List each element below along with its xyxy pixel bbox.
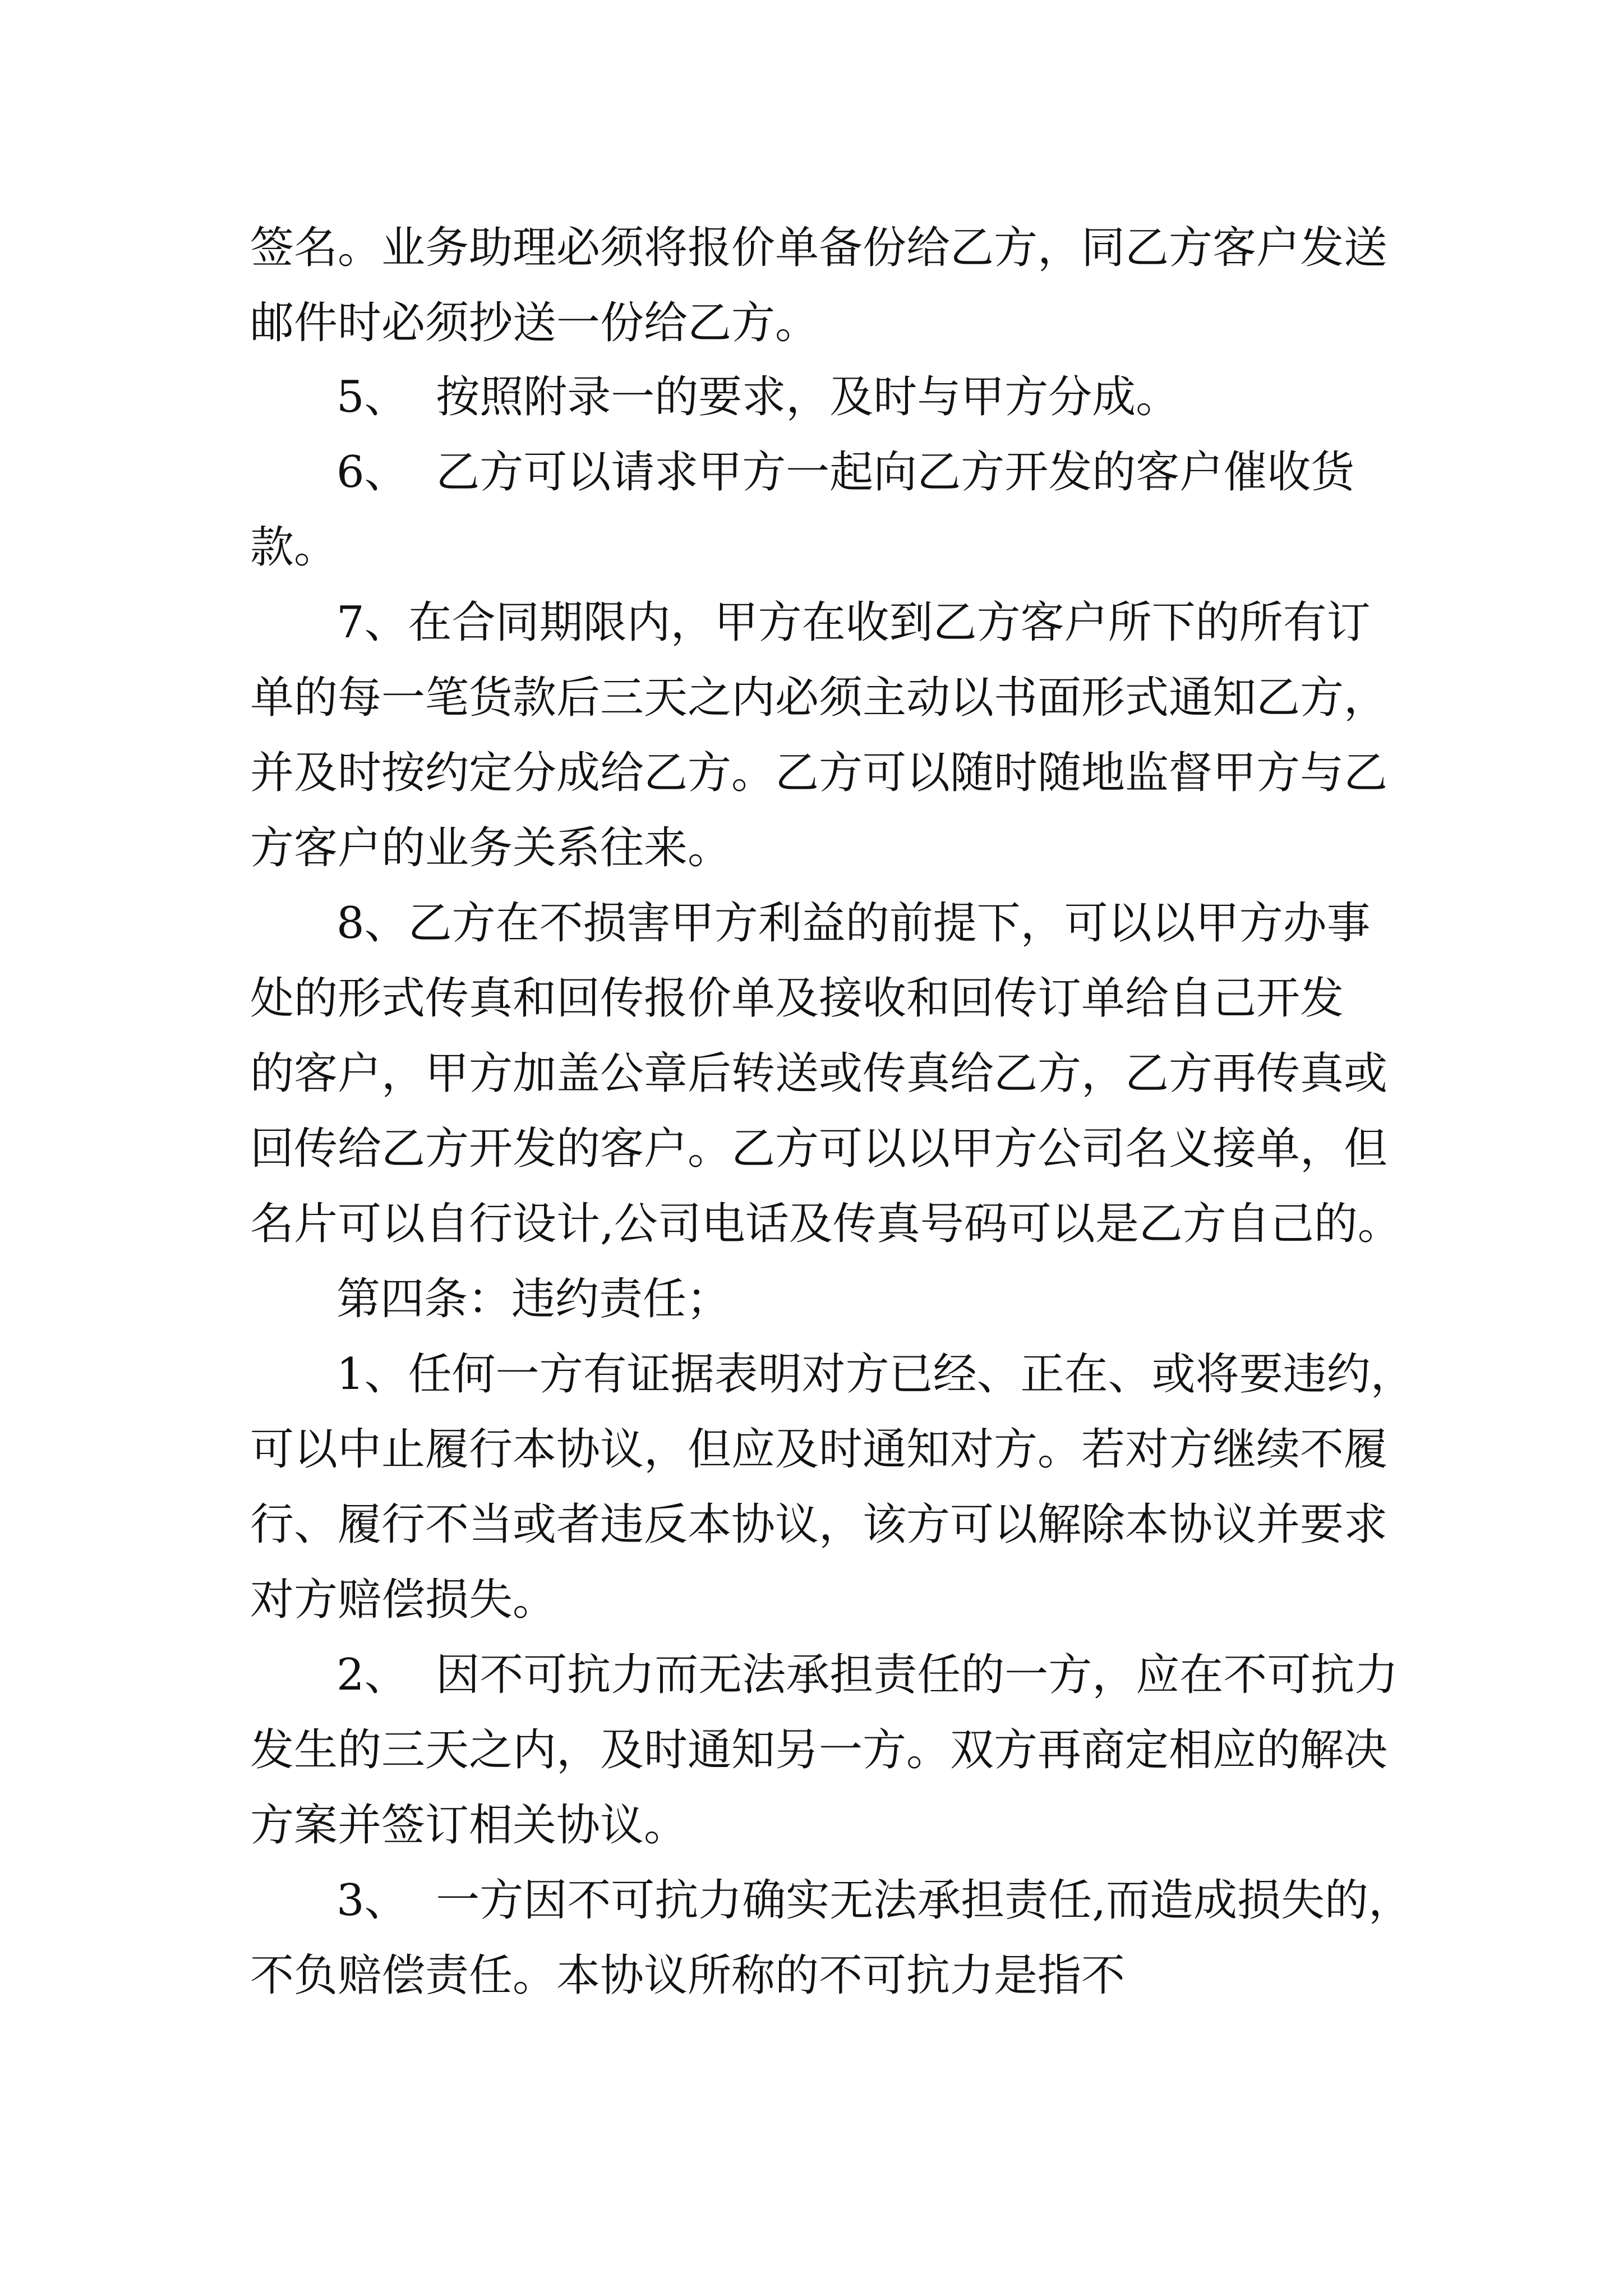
text-line: 不负赔偿责任。本协议所称的不可抗力是指不 xyxy=(250,1950,1126,2001)
text-line: 3、 一方因不可抗力确实无法承担责任,而造成损失的， xyxy=(336,1875,1413,1926)
text-line: 回传给乙方开发的客户。乙方可以以甲方公司名义接单，但 xyxy=(250,1124,1388,1174)
text-line: 8、乙方在不损害甲方利益的前提下，可以以甲方办事 xyxy=(336,898,1371,949)
text-line: 方客户的业务关系往来。 xyxy=(250,823,732,873)
text-line: 7、在合同期限内，甲方在收到乙方客户所下的所有订 xyxy=(336,597,1371,648)
text-line: 邮件时必须抄送一份给乙方。 xyxy=(250,298,819,348)
text-line: 1、任何一方有证据表明对方已经、正在、或将要违约， xyxy=(336,1349,1414,1400)
text-line: 单的每一笔货款后三天之内必须主动以书面形式通知乙方， xyxy=(250,673,1388,723)
section-heading: 第四条：违约责任； xyxy=(336,1274,731,1324)
text-line: 6、 乙方可以请求甲方一起向乙方开发的客户催收货 xyxy=(336,447,1355,498)
text-line: 行、履行不当或者违反本协议，该方可以解除本协议并要求 xyxy=(250,1499,1388,1550)
text-line: 名片可以自行设计,公司电话及传真号码可以是乙方自己的。 xyxy=(250,1199,1401,1249)
text-line: 并及时按约定分成给乙方。乙方可以随时随地监督甲方与乙 xyxy=(250,748,1388,798)
text-line: 的客户，甲方加盖公章后转送或传真给乙方，乙方再传真或 xyxy=(250,1048,1388,1099)
text-line: 发生的三天之内，及时通知另一方。双方再商定相应的解决 xyxy=(250,1725,1388,1775)
text-line: 处的形式传真和回传报价单及接收和回传订单给自己开发 xyxy=(250,973,1344,1024)
text-line: 款。 xyxy=(250,522,338,573)
text-line: 签名。业务助理必须将报价单备份给乙方，同乙方客户发送 xyxy=(250,223,1388,273)
text-line: 对方赔偿损失。 xyxy=(250,1575,557,1625)
text-line: 2、 因不可抗力而无法承担责任的一方，应在不可抗力 xyxy=(336,1650,1399,1700)
text-line: 方案并签订相关协议。 xyxy=(250,1800,688,1851)
text-line: 可以中止履行本协议，但应及时通知对方。若对方继续不履 xyxy=(250,1424,1388,1475)
text-line: 5、 按照附录一的要求，及时与甲方分成。 xyxy=(336,372,1180,422)
